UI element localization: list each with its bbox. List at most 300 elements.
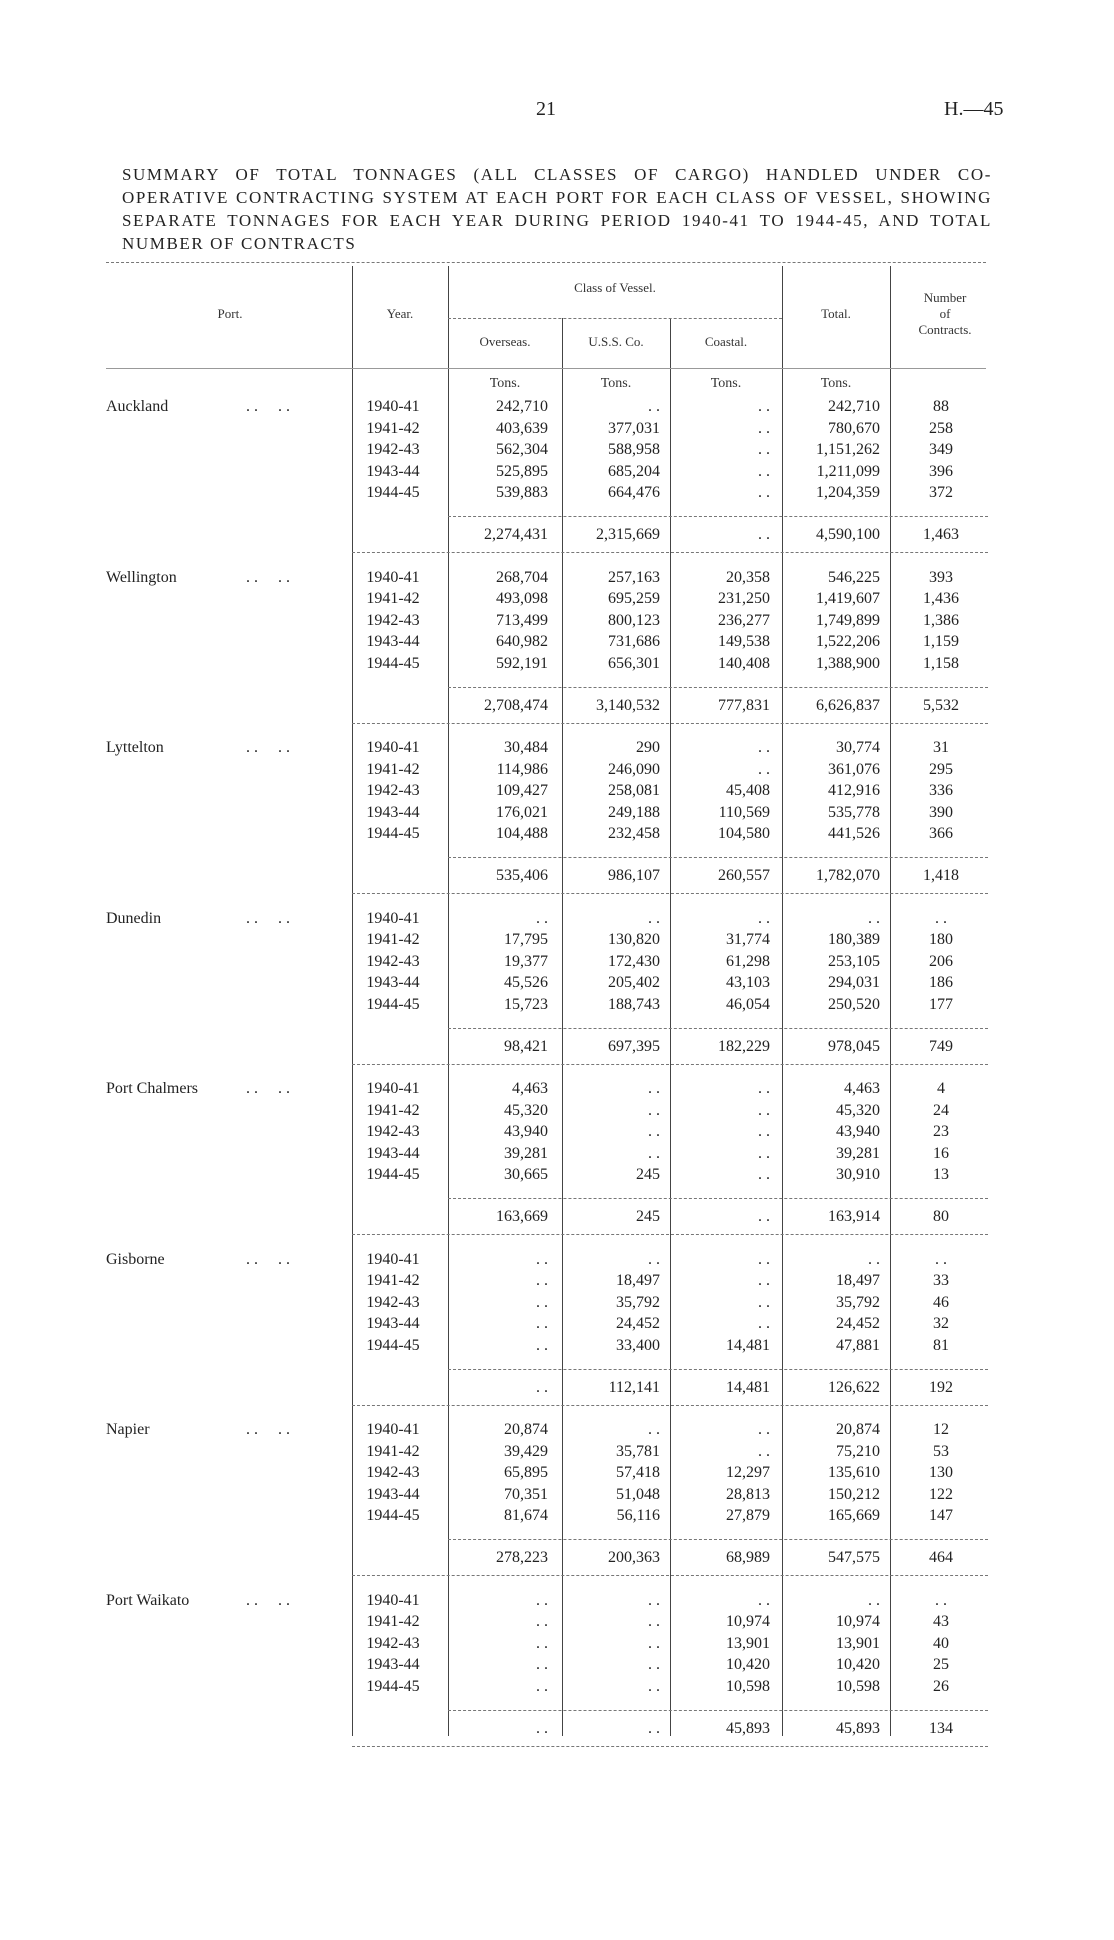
cell-contracts: 33: [933, 1272, 949, 1290]
leader-dots: . . . .: [246, 1250, 290, 1268]
cell-uss: 35,792: [616, 1293, 660, 1311]
cell-contracts: 88: [933, 398, 949, 415]
cell-total: 1,749,899: [816, 611, 880, 629]
cell-coastal: 10,598: [726, 1677, 770, 1695]
subtotal-uss: . .: [648, 1719, 660, 1737]
cell-total: 30,910: [836, 1166, 880, 1184]
unit-coastal: Tons.: [710, 376, 742, 391]
cell-year: 1942-43: [366, 1464, 420, 1482]
cell-uss: 258,081: [608, 782, 660, 800]
leader-dots: . . . .: [246, 1591, 290, 1609]
cell-total: . .: [868, 1250, 880, 1268]
cell-overseas: 176,021: [496, 803, 548, 821]
cell-year: 1940-41: [366, 568, 420, 586]
cell-uss: 249,188: [608, 803, 660, 821]
cell-coastal: . .: [758, 1421, 770, 1438]
cell-contracts: 393: [929, 568, 953, 586]
port-name: [106, 1250, 290, 1269]
page-number: 21: [536, 98, 556, 120]
cell-contracts: 177: [929, 995, 953, 1013]
cell-coastal: 149,538: [718, 633, 770, 651]
port-label: Port Chalmers: [106, 1080, 198, 1097]
cell-contracts: . .: [935, 1591, 947, 1609]
cell-total: 47,881: [836, 1336, 880, 1354]
cell-coastal: 231,250: [718, 590, 770, 608]
header-port: Port.: [217, 306, 243, 321]
cell-contracts: 122: [929, 1485, 953, 1503]
subtotal-total: 6,626,837: [816, 696, 880, 714]
subtotal-overseas: . .: [536, 1719, 548, 1737]
cell-overseas: 30,665: [504, 1166, 548, 1184]
cell-uss: 35,781: [616, 1442, 660, 1460]
subtotal-overseas: 2,708,474: [484, 696, 548, 714]
subtotal-total: 45,893: [836, 1719, 880, 1737]
cell-coastal: . .: [758, 1166, 770, 1184]
cell-year: 1943-44: [366, 462, 420, 480]
cell-year: 1943-44: [366, 1144, 420, 1162]
cell-uss: 246,090: [608, 760, 660, 778]
subtotal-coastal: . .: [758, 526, 770, 543]
cell-total: 18,497: [836, 1272, 880, 1290]
cell-coastal: 27,879: [726, 1507, 770, 1525]
header-uss: U.S.S. Co.: [588, 334, 644, 349]
cell-total: 45,320: [836, 1101, 880, 1119]
cell-total: 165,669: [828, 1507, 880, 1525]
cell-uss: 232,458: [608, 825, 660, 843]
cell-year: 1941-42: [366, 419, 420, 437]
cell-overseas: 81,674: [504, 1507, 548, 1525]
cell-total: 10,420: [836, 1656, 880, 1674]
cell-year: 1942-43: [366, 1293, 420, 1311]
cell-uss: 695,259: [608, 590, 660, 608]
block-rule: [352, 893, 988, 894]
leader-dots: . . . .: [246, 909, 290, 927]
page-reference: H.—45: [944, 98, 1004, 120]
header-contracts: Number of Contracts.: [918, 290, 972, 337]
cell-total: 361,076: [828, 760, 880, 778]
cell-coastal: 61,298: [726, 952, 770, 970]
cell-total: 20,874: [836, 1421, 880, 1438]
cell-contracts: 40: [933, 1634, 949, 1652]
cell-uss: . .: [648, 1677, 660, 1695]
cell-coastal: 104,580: [718, 825, 770, 843]
cell-overseas: 525,895: [496, 462, 548, 480]
cell-uss: 205,402: [608, 974, 660, 992]
subtotal-overseas: 163,669: [496, 1208, 548, 1225]
cell-overseas: . .: [536, 1677, 548, 1695]
cell-year: 1940-41: [366, 739, 420, 756]
cell-uss: 24,452: [616, 1315, 660, 1333]
cell-coastal: 10,420: [726, 1656, 770, 1674]
subtotal-contracts: 1,463: [923, 526, 959, 543]
cell-year: 1941-42: [366, 1101, 420, 1119]
cell-overseas: 19,377: [504, 952, 548, 970]
port-name: [106, 398, 290, 416]
cell-year: 1941-42: [366, 590, 420, 608]
cell-year: 1942-43: [366, 952, 420, 970]
cell-year: 1942-43: [366, 441, 420, 459]
cell-uss: 18,497: [616, 1272, 660, 1290]
subtotal-rule: [448, 687, 988, 688]
subtotal-contracts: 134: [929, 1719, 953, 1737]
cell-contracts: 180: [929, 931, 953, 949]
subtotal-contracts: 464: [929, 1549, 953, 1566]
cell-contracts: 32: [933, 1315, 949, 1333]
subtotal-coastal: 182,229: [718, 1037, 770, 1055]
cell-overseas: . .: [536, 1634, 548, 1652]
cell-total: 30,774: [836, 739, 880, 756]
cell-overseas: 20,874: [504, 1421, 548, 1438]
cell-uss: 51,048: [616, 1485, 660, 1503]
cell-uss: . .: [648, 1250, 660, 1268]
cell-total: 39,281: [836, 1144, 880, 1162]
cell-coastal: 28,813: [726, 1485, 770, 1503]
subtotal-total: 547,575: [828, 1549, 880, 1566]
cell-year: 1940-41: [366, 398, 420, 415]
port-label: Dunedin: [106, 909, 162, 927]
cell-overseas: . .: [536, 1293, 548, 1311]
cell-overseas: 45,320: [504, 1101, 548, 1119]
cell-overseas: . .: [536, 1250, 548, 1268]
cell-contracts: 206: [929, 952, 953, 970]
cell-coastal: 14,481: [726, 1336, 770, 1354]
cell-overseas: 45,526: [504, 974, 548, 992]
cell-total: 1,211,099: [816, 462, 880, 480]
cell-total: 43,940: [836, 1123, 880, 1141]
cell-overseas: 70,351: [504, 1485, 548, 1503]
cell-year: 1941-42: [366, 1613, 420, 1631]
cell-total: 10,598: [836, 1677, 880, 1695]
leader-dots: . . . .: [246, 568, 290, 586]
leader-dots: . . . .: [246, 739, 290, 756]
cell-contracts: 1,436: [923, 590, 959, 608]
cell-year: 1944-45: [366, 1507, 420, 1525]
cell-coastal: . .: [758, 1123, 770, 1141]
subtotal-rule: [448, 857, 988, 858]
port-name: [106, 568, 290, 587]
subtotal-rule: [448, 516, 988, 517]
cell-coastal: 140,408: [718, 654, 770, 672]
cell-total: 441,526: [828, 825, 880, 843]
cell-coastal: . .: [758, 1144, 770, 1162]
unit-total: Tons.: [820, 376, 852, 391]
cell-uss: . .: [648, 1080, 660, 1097]
cell-year: 1941-42: [366, 760, 420, 778]
subtotal-overseas: 278,223: [496, 1549, 548, 1566]
cell-coastal: . .: [758, 1250, 770, 1268]
cell-overseas: . .: [536, 1315, 548, 1333]
cell-uss: . .: [648, 1123, 660, 1141]
cell-overseas: 4,463: [512, 1080, 548, 1097]
cell-coastal: 46,054: [726, 995, 770, 1013]
cell-contracts: 295: [929, 760, 953, 778]
cell-coastal: . .: [758, 398, 770, 415]
subtotal-uss: 986,107: [608, 867, 660, 884]
block-rule: [352, 1575, 988, 1576]
cell-total: 1,522,206: [816, 633, 880, 651]
block-rule: [352, 1234, 988, 1235]
cell-uss: 685,204: [608, 462, 660, 480]
cell-year: 1944-45: [366, 1166, 420, 1184]
cell-overseas: 114,986: [496, 760, 548, 778]
cell-uss: 56,116: [616, 1507, 660, 1525]
cell-year: 1940-41: [366, 1421, 420, 1438]
subtotal-coastal: 260,557: [718, 867, 770, 884]
cell-year: 1941-42: [366, 1442, 420, 1460]
subtotal-coastal: 45,893: [726, 1719, 770, 1737]
cell-coastal: . .: [758, 1442, 770, 1460]
cell-year: 1941-42: [366, 931, 420, 949]
cell-total: 535,778: [828, 803, 880, 821]
unit-overseas: Tons.: [489, 376, 521, 391]
cell-overseas: 17,795: [504, 931, 548, 949]
header-class-of-vessel: Class of Vessel.: [574, 280, 656, 295]
cell-total: 150,212: [828, 1485, 880, 1503]
cell-uss: 130,820: [608, 931, 660, 949]
cell-contracts: 1,158: [923, 654, 959, 672]
cell-total: 24,452: [836, 1315, 880, 1333]
header-year: Year.: [386, 306, 414, 321]
subtotal-uss: 112,141: [608, 1378, 660, 1396]
cell-year: 1943-44: [366, 1485, 420, 1503]
cell-overseas: 39,281: [504, 1144, 548, 1162]
leader-dots: . . . .: [246, 1421, 290, 1438]
cell-coastal: 10,974: [726, 1613, 770, 1631]
subtotal-total: 1,782,070: [816, 867, 880, 884]
cell-year: 1940-41: [366, 1080, 420, 1097]
cell-year: 1942-43: [366, 611, 420, 629]
cell-total: 253,105: [828, 952, 880, 970]
cell-overseas: . .: [536, 1656, 548, 1674]
cell-uss: 377,031: [608, 419, 660, 437]
cell-year: 1944-45: [366, 654, 420, 672]
cell-uss: . .: [648, 1144, 660, 1162]
subtotal-coastal: . .: [758, 1208, 770, 1225]
cell-uss: . .: [648, 1634, 660, 1652]
cell-total: 546,225: [828, 568, 880, 586]
port-label: Napier: [106, 1421, 150, 1438]
subtotal-contracts: 749: [929, 1037, 953, 1055]
cell-total: 412,916: [828, 782, 880, 800]
subtotal-contracts: 5,532: [923, 696, 959, 714]
cell-contracts: 24: [933, 1101, 949, 1119]
cell-contracts: 31: [933, 739, 949, 756]
cell-uss: 656,301: [608, 654, 660, 672]
cell-year: 1944-45: [366, 1336, 420, 1354]
unit-uss: Tons.: [600, 376, 632, 391]
cell-uss: 57,418: [616, 1464, 660, 1482]
cell-contracts: 1,159: [923, 633, 959, 651]
cell-total: . .: [868, 909, 880, 927]
cell-contracts: 258: [929, 419, 953, 437]
cell-contracts: 46: [933, 1293, 949, 1311]
cell-year: 1940-41: [366, 909, 420, 927]
cell-coastal: 31,774: [726, 931, 770, 949]
cell-total: 1,419,607: [816, 590, 880, 608]
cell-coastal: . .: [758, 1293, 770, 1311]
port-label: Auckland: [106, 398, 169, 415]
cell-uss: . .: [648, 1613, 660, 1631]
cell-uss: 172,430: [608, 952, 660, 970]
cell-coastal: 12,297: [726, 1464, 770, 1482]
cell-coastal: . .: [758, 1591, 770, 1609]
cell-overseas: 43,940: [504, 1123, 548, 1141]
subtotal-total: 163,914: [828, 1208, 880, 1225]
cell-overseas: 562,304: [496, 441, 548, 459]
cell-overseas: . .: [536, 909, 548, 927]
cell-total: 75,210: [836, 1442, 880, 1460]
cell-uss: 800,123: [608, 611, 660, 629]
port-name: [106, 909, 290, 928]
cell-coastal: . .: [758, 909, 770, 927]
subtotal-rule: [448, 1539, 988, 1540]
cell-overseas: 493,098: [496, 590, 548, 608]
cell-overseas: 104,488: [496, 825, 548, 843]
cell-overseas: 403,639: [496, 419, 548, 437]
cell-year: 1940-41: [366, 1591, 420, 1609]
cell-overseas: 109,427: [496, 782, 548, 800]
cell-contracts: 26: [933, 1677, 949, 1695]
cell-contracts: 366: [929, 825, 953, 843]
cell-uss: . .: [648, 1656, 660, 1674]
cell-overseas: 713,499: [496, 611, 548, 629]
cell-year: 1944-45: [366, 1677, 420, 1695]
cell-total: 294,031: [828, 974, 880, 992]
cell-year: 1944-45: [366, 995, 420, 1013]
cell-coastal: 13,901: [726, 1634, 770, 1652]
cell-uss: . .: [648, 1591, 660, 1609]
cell-coastal: . .: [758, 419, 770, 437]
cell-contracts: 16: [933, 1144, 949, 1162]
cell-contracts: 396: [929, 462, 953, 480]
block-rule: [352, 1064, 988, 1065]
cell-uss: 257,163: [608, 568, 660, 586]
subtotal-uss: 245: [636, 1208, 660, 1225]
cell-uss: . .: [648, 1101, 660, 1119]
cell-overseas: . .: [536, 1613, 548, 1631]
cell-coastal: 43,103: [726, 974, 770, 992]
cell-overseas: . .: [536, 1272, 548, 1290]
cell-contracts: . .: [935, 909, 947, 927]
cell-total: 35,792: [836, 1293, 880, 1311]
subtotal-contracts: 80: [933, 1208, 949, 1225]
subtotal-total: 126,622: [828, 1378, 880, 1396]
subtotal-total: 4,590,100: [816, 526, 880, 543]
cell-overseas: . .: [536, 1591, 548, 1609]
subtotal-contracts: 192: [929, 1378, 953, 1396]
cell-total: 180,389: [828, 931, 880, 949]
port-name: [106, 1080, 290, 1098]
subtotal-rule: [448, 1710, 988, 1711]
subtotal-coastal: 14,481: [726, 1378, 770, 1396]
cell-year: 1943-44: [366, 633, 420, 651]
cell-overseas: 39,429: [504, 1442, 548, 1460]
cell-contracts: 186: [929, 974, 953, 992]
cell-contracts: 4: [937, 1080, 945, 1097]
block-rule: [352, 1405, 988, 1406]
cell-total: 250,520: [828, 995, 880, 1013]
cell-total: 242,710: [828, 398, 880, 415]
cell-overseas: 242,710: [496, 398, 548, 415]
header-coastal: Coastal.: [704, 334, 748, 349]
cell-overseas: 640,982: [496, 633, 548, 651]
subtotal-uss: 3,140,532: [596, 696, 660, 714]
port-label: Wellington: [106, 568, 177, 586]
cell-total: 4,463: [844, 1080, 880, 1097]
cell-year: 1941-42: [366, 1272, 420, 1290]
cell-total: . .: [868, 1591, 880, 1609]
port-label: Lyttelton: [106, 739, 164, 756]
cell-total: 1,204,359: [816, 484, 880, 502]
subtotal-rule: [448, 1198, 988, 1199]
cell-year: 1940-41: [366, 1250, 420, 1268]
subtotal-rule: [448, 1028, 988, 1029]
block-rule: [352, 723, 988, 724]
subtotal-overseas: 2,274,431: [484, 526, 548, 543]
cell-contracts: 81: [933, 1336, 949, 1354]
cell-uss: 245: [636, 1166, 660, 1184]
cell-contracts: 53: [933, 1442, 949, 1460]
cell-year: 1944-45: [366, 484, 420, 502]
port-label: Port Waikato: [106, 1591, 190, 1609]
cell-uss: 664,476: [608, 484, 660, 502]
cell-contracts: 12: [933, 1421, 949, 1438]
leader-dots: . . . .: [246, 398, 290, 415]
cell-total: 10,974: [836, 1613, 880, 1631]
cell-uss: 290: [636, 739, 660, 756]
cell-contracts: 1,386: [923, 611, 959, 629]
port-name: [106, 739, 290, 757]
leader-dots: . . . .: [246, 1080, 290, 1097]
cell-coastal: . .: [758, 1315, 770, 1333]
cell-coastal: 236,277: [718, 611, 770, 629]
cell-year: 1943-44: [366, 974, 420, 992]
cell-overseas: 15,723: [504, 995, 548, 1013]
subtotal-uss: 200,363: [608, 1549, 660, 1566]
cell-contracts: . .: [935, 1250, 947, 1268]
subtotal-total: 978,045: [828, 1037, 880, 1055]
cell-contracts: 13: [933, 1166, 949, 1184]
cell-coastal: 45,408: [726, 782, 770, 800]
cell-total: 1,388,900: [816, 654, 880, 672]
cell-coastal: . .: [758, 760, 770, 778]
header-overseas: Overseas.: [479, 334, 531, 349]
cell-coastal: . .: [758, 441, 770, 459]
cell-year: 1942-43: [366, 1123, 420, 1141]
cell-contracts: 390: [929, 803, 953, 821]
cell-year: 1942-43: [366, 1634, 420, 1652]
cell-overseas: 65,895: [504, 1464, 548, 1482]
subtotal-coastal: 777,831: [718, 696, 770, 714]
port-name: [106, 1421, 290, 1439]
subtotal-uss: 697,395: [608, 1037, 660, 1055]
cell-coastal: . .: [758, 462, 770, 480]
cell-year: 1944-45: [366, 825, 420, 843]
subtotal-overseas: 98,421: [504, 1037, 548, 1055]
cell-total: 13,901: [836, 1634, 880, 1652]
cell-coastal: . .: [758, 484, 770, 502]
port-label: Gisborne: [106, 1250, 165, 1268]
block-rule: [352, 1746, 988, 1747]
subtotal-overseas: . .: [536, 1378, 548, 1396]
cell-contracts: 336: [929, 782, 953, 800]
cell-contracts: 43: [933, 1613, 949, 1631]
cell-coastal: . .: [758, 1101, 770, 1119]
subtotal-coastal: 68,989: [726, 1549, 770, 1566]
cell-uss: . .: [648, 1421, 660, 1438]
cell-coastal: 20,358: [726, 568, 770, 586]
cell-uss: . .: [648, 909, 660, 927]
